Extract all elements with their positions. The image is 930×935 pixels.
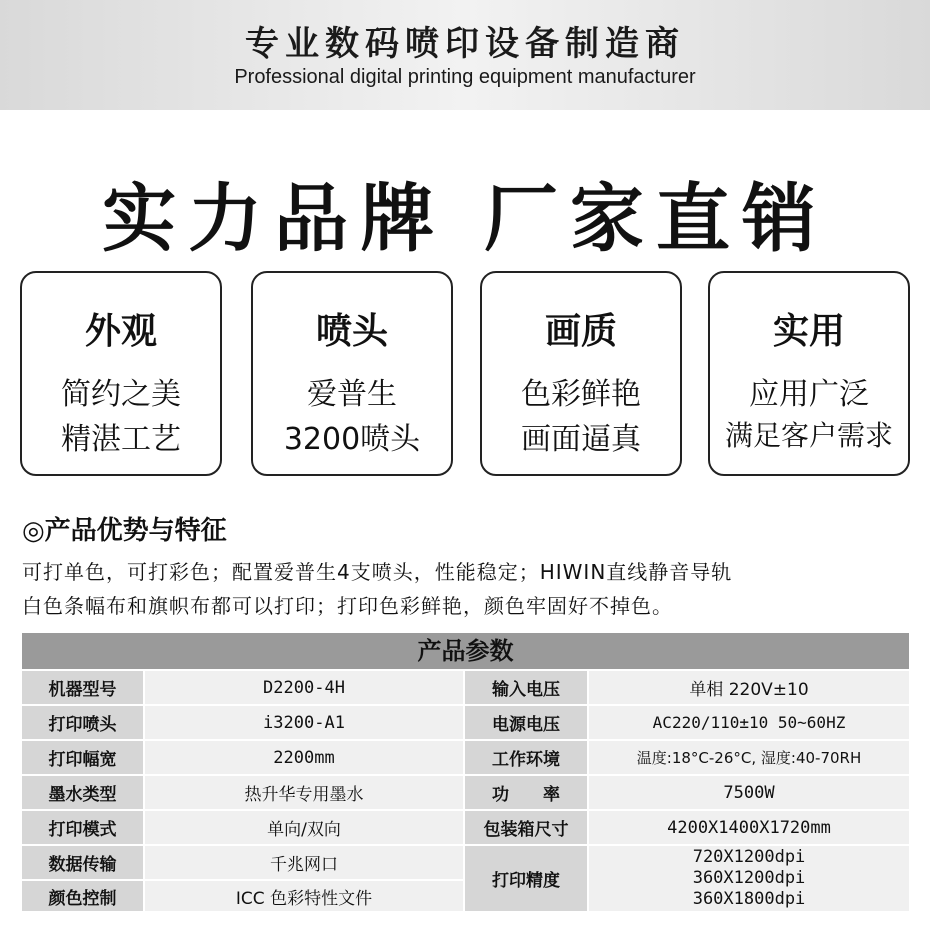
spec-label: 机器型号 xyxy=(22,671,143,704)
spec-label: 打印幅宽 xyxy=(22,741,143,774)
header-title-en: Professional digital printing equipment manufacturer xyxy=(234,66,696,88)
feature-line: 精湛工艺 xyxy=(61,422,181,457)
spec-label: 电源电压 xyxy=(465,706,587,739)
header-banner xyxy=(0,0,930,110)
spec-label: 打印喷头 xyxy=(22,706,143,739)
spec-label: 包装箱尺寸 xyxy=(465,811,587,844)
feature-title: 实用 xyxy=(772,311,845,352)
spec-value: 2200mm xyxy=(145,741,463,774)
resolution-value: 360X1200dpi xyxy=(692,868,806,888)
feature-card-appearance xyxy=(20,271,222,476)
spec-value: 温度:18°C-26°C, 湿度:40-70RH xyxy=(589,741,909,774)
spec-value: i3200-A1 xyxy=(145,706,463,739)
spec-label: 颜色控制 xyxy=(22,881,143,911)
feature-line: 应用广泛 xyxy=(749,377,869,412)
spec-value: 千兆网口 xyxy=(145,846,463,879)
feature-line: 色彩鲜艳 xyxy=(521,377,641,412)
advantages-title: ◎产品优势与特征 xyxy=(22,516,227,546)
feature-line: 3200喷头 xyxy=(283,422,421,457)
spec-value: 7500W xyxy=(589,776,909,809)
slogan-title: 实力品牌 厂家直销 xyxy=(102,176,828,262)
spec-label: 打印精度 xyxy=(465,846,587,911)
spec-value: 4200X1400X1720mm xyxy=(589,811,909,844)
feature-card-practical xyxy=(708,271,910,476)
resolution-value: 720X1200dpi xyxy=(692,847,806,867)
spec-value: 热升华专用墨水 xyxy=(145,776,463,809)
spec-value: D2200-4H xyxy=(145,671,463,704)
spec-value: AC220/110±10 50~60HZ xyxy=(589,706,909,739)
spec-value-resolution xyxy=(589,846,909,911)
advantages-line: 可打单色，可打彩色；配置爱普生4支喷头，性能稳定；HIWIN直线静音导轨 xyxy=(22,560,733,584)
spec-label: 墨水类型 xyxy=(22,776,143,809)
spec-label: 数据传输 xyxy=(22,846,143,879)
spec-value: 单向/双向 xyxy=(145,811,463,844)
feature-line: 满足客户需求 xyxy=(724,419,893,452)
spec-value: ICC 色彩特性文件 xyxy=(145,881,463,911)
feature-line: 爱普生 xyxy=(307,377,397,412)
advantages-line: 白色条幅布和旗帜布都可以打印；打印色彩鲜艳，颜色牢固好不掉色。 xyxy=(22,594,673,618)
feature-card-quality xyxy=(480,271,682,476)
spec-label: 功 率 xyxy=(465,776,587,809)
feature-title: 喷头 xyxy=(315,311,388,352)
header-title-cn: 专业数码喷印设备制造商 xyxy=(245,24,685,64)
spec-value: 单相 220V±10 xyxy=(589,671,909,704)
resolution-value: 360X1800dpi xyxy=(692,889,806,909)
spec-table-title: 产品参数 xyxy=(22,633,909,669)
spec-label: 打印模式 xyxy=(22,811,143,844)
feature-line: 简约之美 xyxy=(61,377,181,412)
feature-title: 画质 xyxy=(544,311,617,352)
feature-card-printhead xyxy=(251,271,453,476)
feature-title: 外观 xyxy=(84,311,157,352)
spec-label: 工作环境 xyxy=(465,741,587,774)
feature-line: 画面逼真 xyxy=(521,422,641,457)
spec-label: 输入电压 xyxy=(465,671,587,704)
